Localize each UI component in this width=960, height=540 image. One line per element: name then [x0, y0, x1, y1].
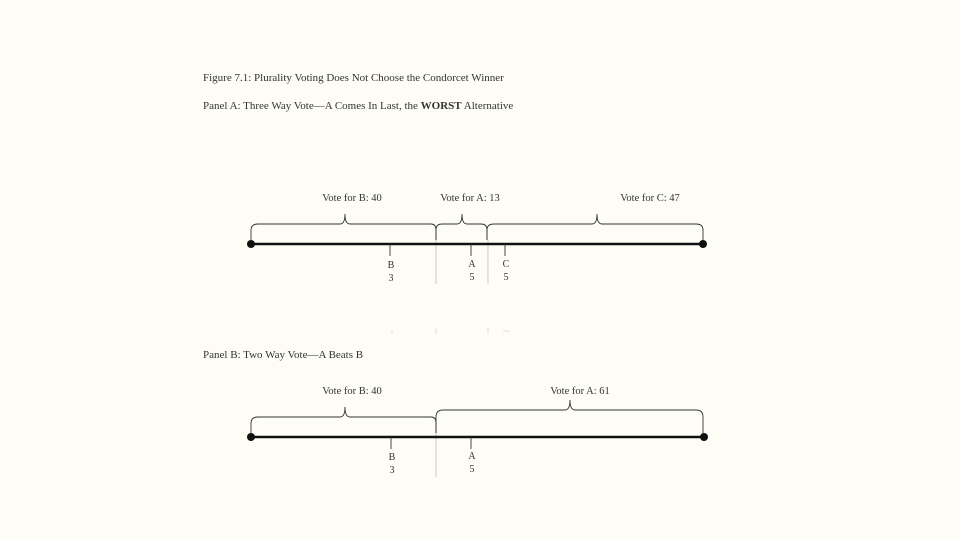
- panel-b-diagram: [247, 386, 708, 477]
- panel-a-brace-c: [487, 214, 703, 240]
- panel-b-point-a-value: 5: [469, 464, 475, 475]
- panel-a-point-b-value: 3: [388, 273, 394, 284]
- panel-a-brace-b: [251, 214, 436, 240]
- panel-a-point-c-letter: C: [502, 259, 510, 270]
- panel-b-brace-b: [251, 407, 436, 433]
- panel-a-axis-left-end: [247, 240, 255, 248]
- panel-a-label-vote-a: Vote for A: 13: [440, 193, 500, 204]
- panel-b-point-b-letter: B: [388, 452, 396, 463]
- panel-b-label-vote-b: Vote for B: 40: [322, 386, 382, 397]
- panel-a-brace-a: [436, 214, 487, 240]
- panel-a-point-a-letter: A: [468, 259, 476, 270]
- panel-b-axis-left-end: [247, 433, 255, 441]
- panel-a-title-emphasis: WORST: [420, 100, 462, 112]
- panel-a-point-c-value: 5: [503, 272, 509, 283]
- panel-b-point-b-value: 3: [389, 465, 395, 476]
- panel-a-title-prefix: Panel A: Three Way Vote—A Comes In Last, the: [203, 100, 421, 112]
- panel-b-brace-a: [436, 400, 703, 433]
- panel-b-title: Panel B: Two Way Vote—A Beats B: [203, 349, 364, 361]
- figure-title: Figure 7.1: Plurality Voting Does Not Choose the Condorcet Winner: [203, 72, 504, 84]
- panel-a-axis-right-end: [699, 240, 707, 248]
- panel-b-axis-right-end: [700, 433, 708, 441]
- panel-b-point-a-letter: A: [468, 451, 476, 462]
- panel-a-label-vote-b: Vote for B: 40: [322, 193, 382, 204]
- panel-a-point-b-letter: B: [387, 260, 395, 271]
- panel-a-title-suffix: Alternative: [461, 100, 514, 112]
- panel-b-label-vote-a: Vote for A: 61: [550, 386, 610, 397]
- panel-a-label-vote-c: Vote for C: 47: [620, 193, 680, 204]
- panel-a-point-a-value: 5: [469, 272, 475, 283]
- panel-a-diagram: [247, 193, 707, 334]
